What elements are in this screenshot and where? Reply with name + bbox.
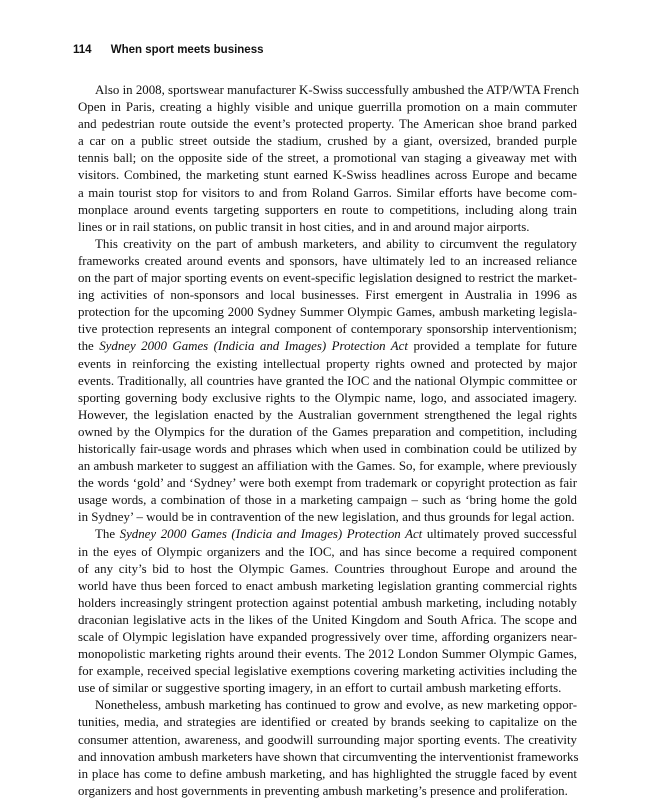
text-line (78, 646, 577, 663)
text-line (78, 82, 580, 99)
text-segment: and innovation ambush marketers have shown that circumventing the interventionist frameworks (78, 749, 579, 764)
italic-title: Sydney 2000 Games (Indicia and Images) Protection Act (119, 527, 423, 542)
text-segment: This creativity on the part of ambush marketers, and ability to circumvent the regulatory (95, 236, 577, 251)
text-segment: sporting governing body exclusive rights to the Olympic name, logo, and associated imagery. (78, 390, 577, 405)
text-line (78, 253, 577, 270)
text-segment: tunities, media, and strategies are identified or created by brands seeking to capitalize on the (78, 715, 577, 730)
text-segment: owned by the Olympics for the duration of the Games preparation and competition, including (78, 424, 577, 439)
text-segment: protection for the upcoming 2000 Sydney Summer Olympic Games, ambush marketing legisla- (78, 305, 577, 320)
text-segment: ultimately proved successful (422, 527, 578, 542)
text-line (78, 287, 577, 304)
text-line (78, 680, 577, 697)
text-line (78, 663, 577, 680)
text-segment: for example, received special legislative exemptions covering marketing activities including the (78, 664, 577, 679)
text-line (78, 783, 577, 800)
text-line (78, 219, 577, 236)
text-line (78, 697, 577, 714)
text-segment: events. Traditionally, all countries have granted the IOC and the national Olympic committee or (78, 373, 577, 388)
paragraph (78, 526, 577, 697)
italic-title: Sydney 2000 Games (Indicia and Images) Protection Act (99, 339, 408, 354)
text-segment: frameworks created around events and sponsors, have ultimately led to an increased reliance (78, 253, 577, 268)
paragraph (78, 236, 577, 527)
text-line (78, 595, 577, 612)
text-line (78, 714, 577, 731)
text-line (78, 304, 577, 321)
running-header (73, 44, 264, 56)
text-segment: on the part of major sporting events on event-specific legislation designed to restrict the market- (78, 271, 577, 286)
text-segment: the words ‘gold’ and ‘Sydney’ were both exempt from trademark or copyright protection as fair (78, 476, 577, 491)
text-segment: However, the legislation enacted by the Australian government strengthened the legal rights (78, 407, 577, 422)
running-title: When sport meets business (110, 44, 264, 56)
paragraph (78, 82, 580, 236)
text-segment: consumer attention, awareness, and goodwill surrounding major sporting events. The creativity (78, 732, 577, 747)
text-segment: in place has come to define ambush marketing, and has highlighted the struggle faced by event (78, 766, 577, 781)
text-segment: organizers and host governments in preventing ambush marketing’s presence and proliferation. (78, 783, 568, 798)
text-segment: a car on a public street outside the stadium, crushed by a giant, oversized, branded purple (78, 134, 577, 149)
text-segment: the (78, 339, 100, 354)
text-line (78, 167, 577, 184)
text-line (78, 236, 577, 253)
text-line (78, 202, 577, 219)
text-line (78, 578, 577, 595)
text-line (78, 321, 577, 338)
text-line (78, 150, 577, 167)
text-segment: ing activities of non-sponsors and local businesses. First emergent in Australia in 1996 as (78, 288, 577, 303)
text-line (78, 509, 577, 526)
text-line (78, 749, 577, 766)
text-segment: draconian legislative acts in the likes of the United Kingdom and South Africa. The scope and (78, 612, 577, 627)
text-line (78, 492, 577, 509)
text-segment: in Sydney’ – would be in contravention of the new legislation, and thus grounds for legal action. (78, 510, 575, 525)
text-segment: scale of Olympic legislation have expanded progressively over time, affording organizers near- (78, 630, 577, 644)
text-segment: lines or in rail stations, on public transit in host cities, and in and around major airports. (78, 219, 530, 234)
text-segment: historically fair-usage words and phrases which when used in combination could be utilized by (78, 441, 577, 456)
text-segment: in the eyes of Olympic organizers and the IOC, and has since become a required component (78, 544, 577, 559)
text-segment: Open in Paris, creating a highly visible and unique guerrilla promotion on a main commuter (78, 100, 577, 115)
text-line (78, 390, 577, 407)
page-number: 114 (73, 44, 92, 56)
text-line (78, 99, 577, 116)
text-segment: Nonetheless, ambush marketing has continued to grow and evolve, as new marketing oppor- (95, 698, 577, 713)
text-segment: usage words, a combination of those in a marketing campaign – such as ‘bring home the gold (78, 493, 577, 508)
text-line (78, 133, 577, 150)
text-segment: visitors. Combined, the marketing stunt earned K-Swiss headlines across Europe and became (78, 168, 577, 183)
text-line (78, 356, 577, 373)
paragraph (78, 697, 577, 800)
text-segment: provided a template for future (408, 339, 577, 354)
text-line (78, 185, 577, 202)
text-line (78, 526, 577, 543)
text-segment: tive protection represents an integral component of contemporary sponsorship interventionism; (78, 322, 577, 337)
text-line (78, 424, 577, 441)
text-line (78, 270, 577, 287)
text-line (78, 629, 577, 646)
text-line (78, 561, 577, 578)
text-segment: monplace around events targeting supporters en route to competitions, including along train (78, 202, 577, 217)
text-segment: world have thus been forced to enact ambush marketing legislation granting commercial rights (78, 578, 577, 593)
text-segment: Also in 2008, sportswear manufacturer K-Swiss successfully ambushed the ATP/WTA French (95, 83, 580, 97)
text-segment: a main tourist stop for visitors to and from Roland Garros. Similar efforts have become com- (78, 185, 577, 200)
text-segment: of any city’s bid to host the Olympic Games. Countries throughout Europe and around the (78, 561, 577, 576)
text-segment: holders increasingly stringent protection against potential ambush marketing, including notably (78, 595, 577, 610)
text-segment: an ambush marketer to suggest an affiliation with the Games. So, for example, where previously (78, 459, 577, 474)
text-segment: and pedestrian route outside the event’s protected property. The American shoe brand parked (78, 117, 577, 132)
body-text (78, 82, 580, 800)
text-segment: use of similar or suggestive sporting imagery, in an effort to curtail ambush marketing efforts. (78, 681, 562, 696)
text-segment: tennis ball; on the opposite side of the street, a promotional van staging a giveaway met with (78, 151, 577, 166)
text-line (78, 475, 577, 492)
text-line (78, 373, 577, 390)
text-line (78, 612, 577, 629)
text-segment: The (95, 527, 120, 542)
text-line (78, 766, 577, 783)
text-segment: monopolistic marketing rights around their events. The 2012 London Summer Olympic Games, (78, 647, 577, 662)
text-line (78, 441, 577, 458)
text-segment: events in reinforcing the existing intellectual property rights owned and protected by major (78, 356, 577, 371)
text-line (78, 544, 577, 561)
text-line (78, 116, 577, 133)
text-line (78, 407, 577, 424)
text-line (78, 732, 577, 749)
text-line (78, 458, 577, 475)
text-line (78, 338, 577, 355)
